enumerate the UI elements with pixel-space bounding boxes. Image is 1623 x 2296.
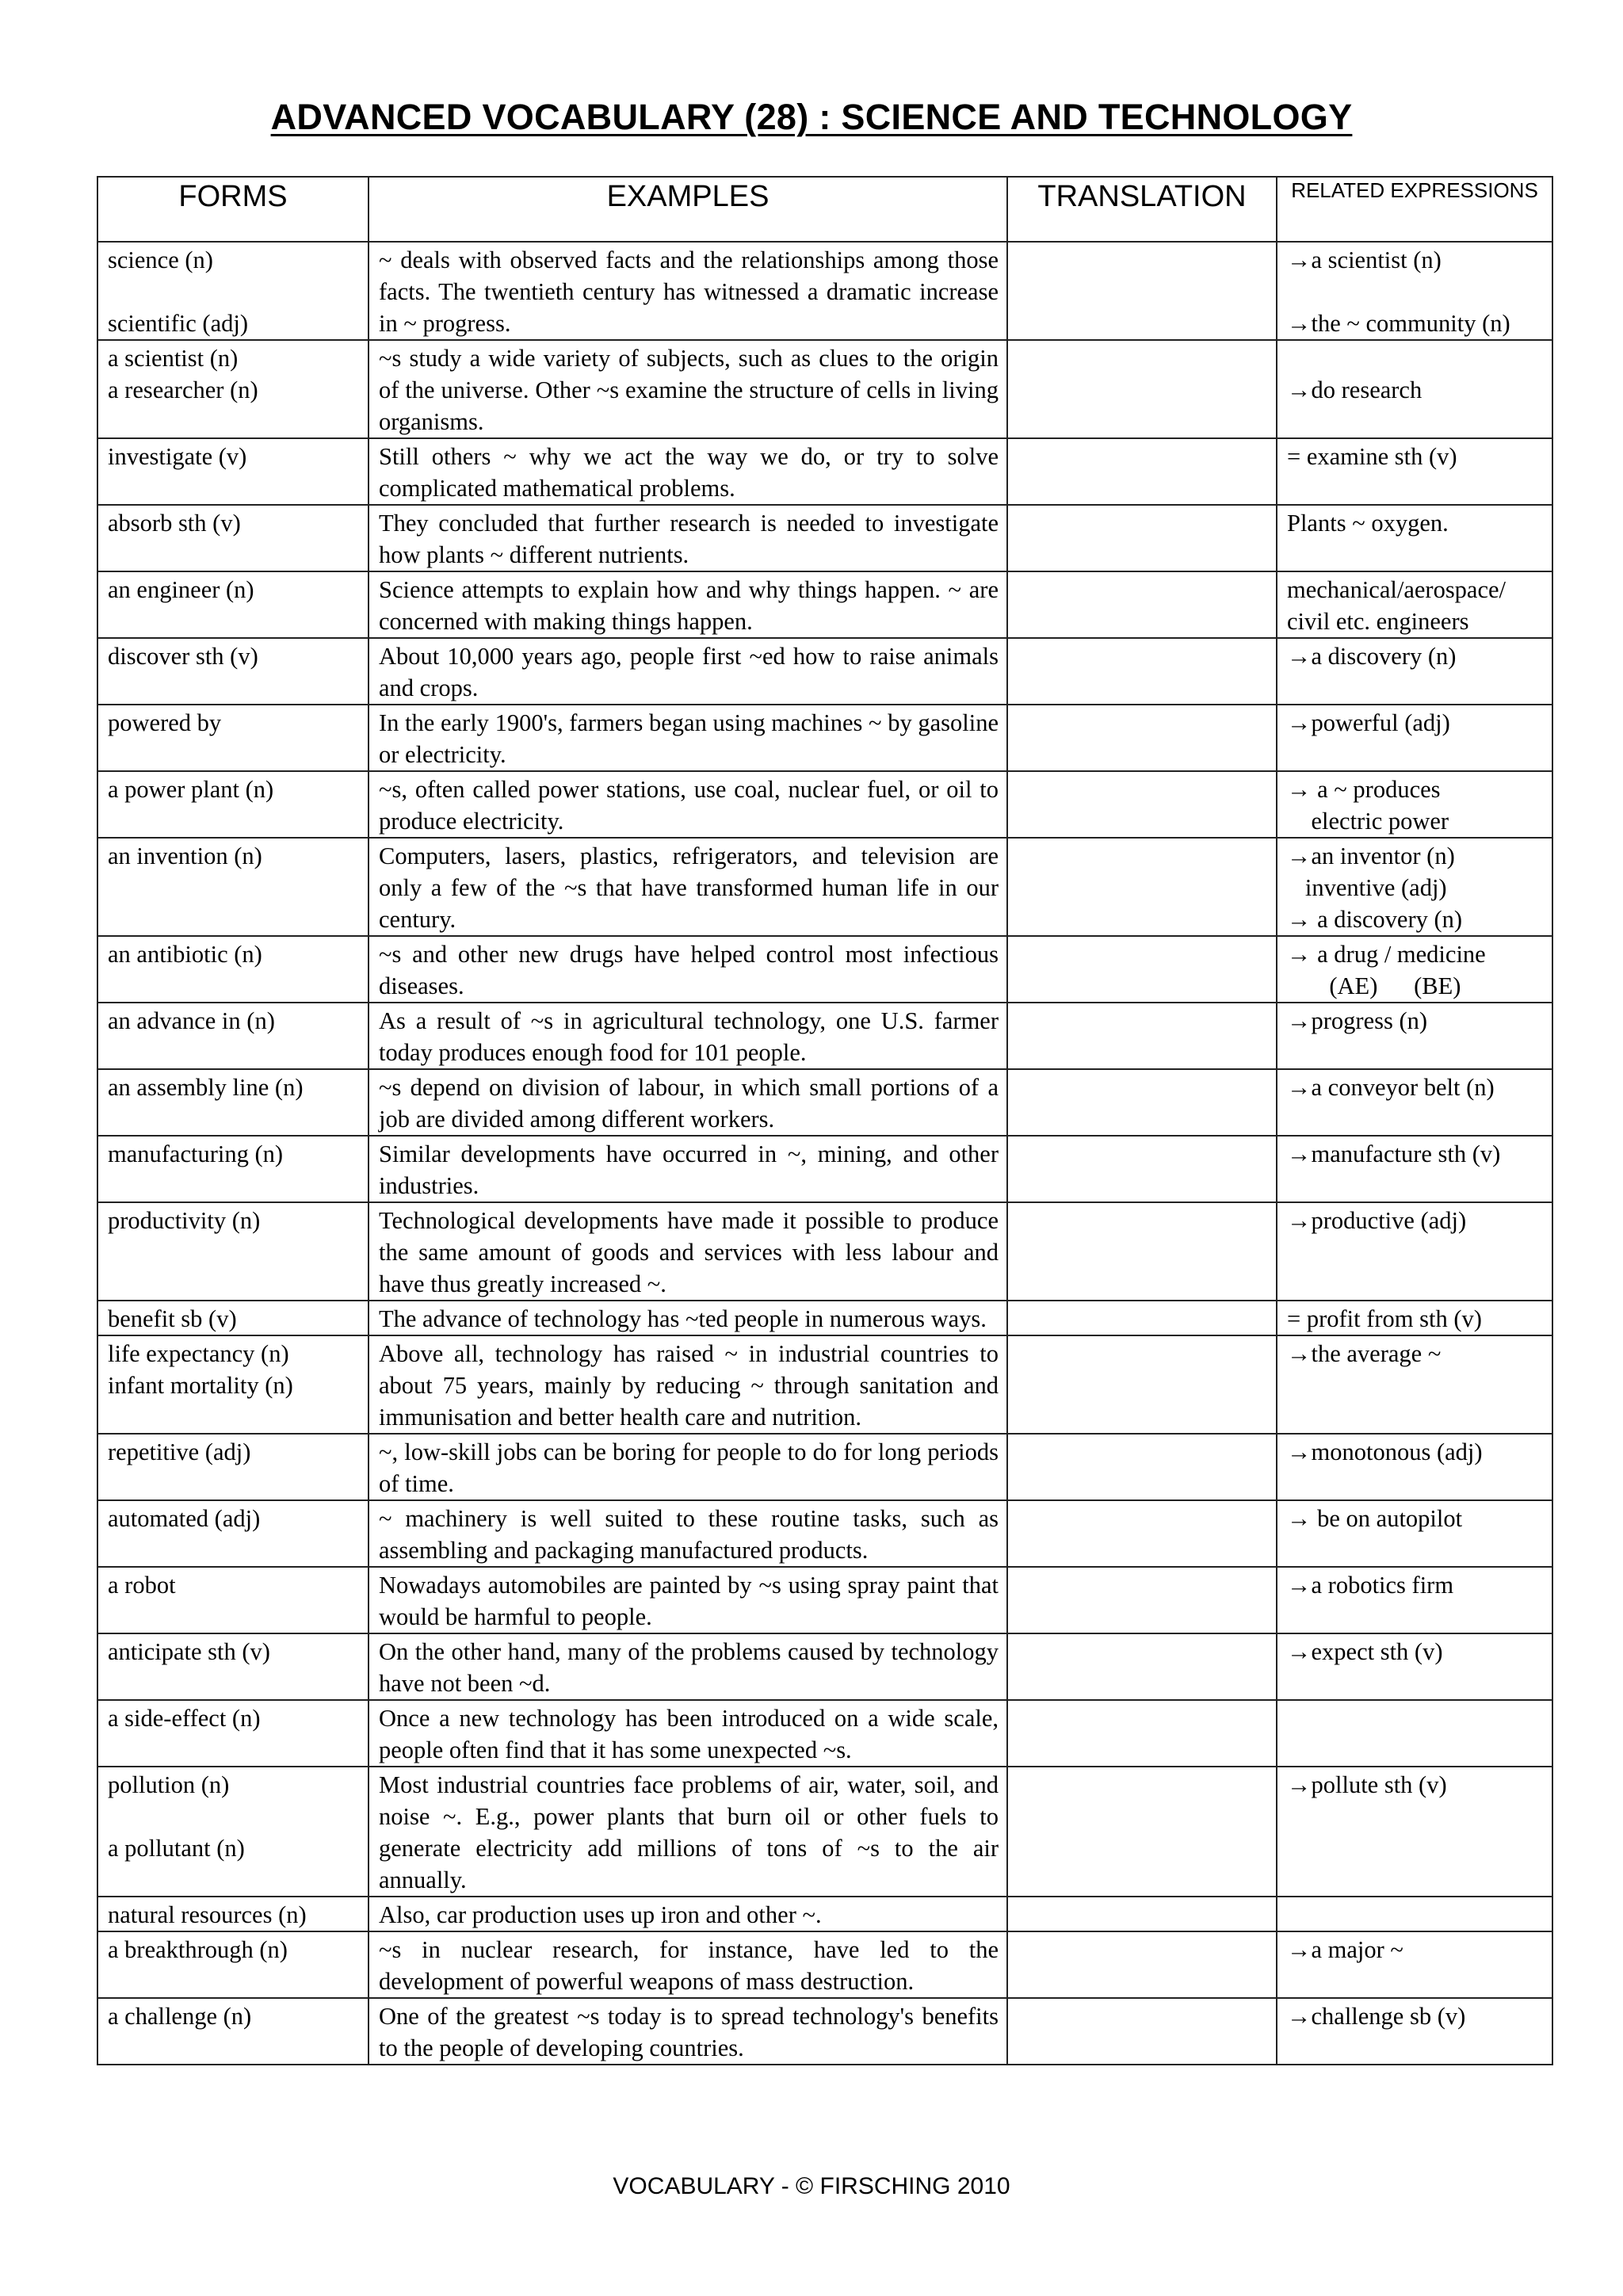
related-expression: mechanical/aerospace/ [1287,576,1507,603]
form-term: a challenge (n) [108,2003,252,2030]
table-row [97,1202,1552,1301]
related-cell [1277,936,1552,1003]
related-expression: →expect sth (v) [1287,1638,1443,1665]
header-related-expressions: RELATED EXPRESSIONS [1277,177,1552,242]
related-cell [1277,1633,1552,1700]
form-cell [97,1633,369,1700]
related-cell [1277,1202,1552,1301]
related-cell [1277,1998,1552,2065]
example-cell: Most industrial countries face problems of air, water, soil, and noise ~. E.g., power plants that burn oil or other fuels to generate electricity add millions of tons of ~s to the air annually. [369,1767,1007,1897]
example-cell: On the other hand, many of the problems caused by technology have not been ~d. [369,1633,1007,1700]
related-expression: (AE) (BE) [1287,972,1461,999]
related-expression: → a ~ produces [1287,776,1441,803]
form-cell [97,505,369,571]
related-expression: →a conveyor belt (n) [1287,1074,1495,1101]
related-cell [1277,771,1552,838]
related-cell [1277,242,1552,340]
example-cell: Also, car production uses up iron and other ~. [369,1897,1007,1931]
example-cell: As a result of ~s in agricultural technology, one U.S. farmer today produces enough food for 101 people. [369,1003,1007,1069]
form-cell [97,1931,369,1998]
translation-cell[interactable] [1007,771,1277,838]
form-cell [97,1136,369,1202]
related-expression: →the average ~ [1287,1340,1442,1367]
example-cell: Still others ~ why we act the way we do, or try to solve complicated mathematical problems. [369,438,1007,505]
translation-cell[interactable] [1007,242,1277,340]
form-term: an engineer (n) [108,576,254,603]
translation-cell[interactable] [1007,1633,1277,1700]
related-cell [1277,340,1552,438]
related-expression: electric power [1287,808,1449,835]
related-expression [1287,1702,1544,1734]
translation-cell[interactable] [1007,438,1277,505]
vocabulary-table [97,176,1553,2065]
translation-cell[interactable] [1007,505,1277,571]
table-row [97,1003,1552,1069]
form-term: absorb sth (v) [108,510,241,537]
related-expression: inventive (adj) [1287,874,1447,901]
table-header-row [97,177,1552,242]
related-expression: →an inventor (n) [1287,842,1455,869]
table-row [97,1931,1552,1998]
form-term [108,1801,360,1832]
translation-cell[interactable] [1007,1500,1277,1567]
example-cell: Similar developments have occurred in ~, mining, and other industries. [369,1136,1007,1202]
form-cell [97,438,369,505]
table-row [97,1069,1552,1136]
table-row [97,1434,1552,1500]
translation-cell[interactable] [1007,1767,1277,1897]
form-term: an assembly line (n) [108,1074,304,1101]
form-term: science (n) [108,246,213,273]
related-expression [1287,276,1544,308]
form-term: an invention (n) [108,842,262,869]
related-expression: = profit from sth (v) [1287,1305,1482,1332]
table-row [97,1998,1552,2065]
related-cell [1277,1136,1552,1202]
example-cell: The advance of technology has ~ted people in numerous ways. [369,1301,1007,1335]
page-title: ADVANCED VOCABULARY (28) : SCIENCE AND TECHNOLOGY [270,97,1353,137]
form-cell [97,1767,369,1897]
form-cell [97,936,369,1003]
related-expression [1287,1899,1544,1931]
form-term: an antibiotic (n) [108,941,262,968]
related-expression [1287,342,1544,374]
related-cell [1277,571,1552,638]
related-expression: → be on autopilot [1287,1505,1463,1532]
form-cell [97,638,369,705]
example-cell: ~s depend on division of labour, in which small portions of a job are divided among different workers. [369,1069,1007,1136]
form-term: anticipate sth (v) [108,1638,270,1665]
translation-cell[interactable] [1007,705,1277,771]
related-expression: →powerful (adj) [1287,709,1450,736]
form-cell [97,1335,369,1434]
form-term: investigate (v) [108,443,247,470]
example-cell: ~ deals with observed facts and the relationships among those facts. The twentieth century has witnessed a dramatic increase in ~ progress. [369,242,1007,340]
form-term: scientific (adj) [108,310,248,337]
table-row [97,571,1552,638]
form-cell [97,340,369,438]
translation-cell[interactable] [1007,838,1277,936]
translation-cell[interactable] [1007,571,1277,638]
header-examples: EXAMPLES [369,177,1007,242]
translation-cell[interactable] [1007,340,1277,438]
related-cell [1277,1767,1552,1897]
related-expression: → a drug / medicine [1287,941,1486,968]
related-cell [1277,1069,1552,1136]
example-cell: ~s in nuclear research, for instance, have led to the development of powerful weapons of mass destruction. [369,1931,1007,1998]
example-cell: About 10,000 years ago, people first ~ed how to raise animals and crops. [369,638,1007,705]
table-body [97,242,1552,2065]
table-row [97,340,1552,438]
table-row [97,1700,1552,1767]
related-expression: = examine sth (v) [1287,443,1457,470]
table-row [97,1301,1552,1335]
table-row [97,505,1552,571]
table-row [97,1767,1552,1897]
form-term: productivity (n) [108,1207,261,1234]
form-cell [97,1897,369,1931]
form-term: a power plant (n) [108,776,274,803]
related-expression: →a discovery (n) [1287,643,1457,670]
example-cell: ~s, often called power stations, use coal, nuclear fuel, or oil to produce electricity. [369,771,1007,838]
related-cell [1277,1897,1552,1931]
related-cell [1277,1500,1552,1567]
related-expression: →monotonous (adj) [1287,1438,1483,1465]
translation-cell[interactable] [1007,1998,1277,2065]
table-row [97,838,1552,936]
example-cell: Technological developments have made it possible to produce the same amount of goods and services with less labour and have thus greatly increased ~. [369,1202,1007,1301]
form-cell [97,1998,369,2065]
related-expression: →progress (n) [1287,1007,1428,1034]
related-expression: →productive (adj) [1287,1207,1467,1234]
form-term: a robot [108,1572,176,1599]
related-cell [1277,838,1552,936]
related-expression: →challenge sb (v) [1287,2003,1466,2030]
form-term: a breakthrough (n) [108,1936,288,1963]
translation-cell[interactable] [1007,1136,1277,1202]
translation-cell[interactable] [1007,1301,1277,1335]
form-term: powered by [108,709,222,736]
form-cell [97,1434,369,1500]
form-cell [97,1567,369,1633]
related-cell [1277,638,1552,705]
table-row [97,638,1552,705]
related-expression: →do research [1287,376,1423,403]
translation-cell[interactable] [1007,936,1277,1003]
form-term: life expectancy (n) [108,1340,289,1367]
form-cell [97,838,369,936]
related-expression: → a discovery (n) [1287,906,1463,933]
related-expression: civil etc. engineers [1287,608,1469,635]
related-expression: →a major ~ [1287,1936,1403,1963]
table-row [97,438,1552,505]
example-cell: ~s study a wide variety of subjects, such as clues to the origin of the universe. Other ~s examine the structure of cells in living organisms. [369,340,1007,438]
translation-cell[interactable] [1007,1434,1277,1500]
related-cell [1277,705,1552,771]
related-cell [1277,1335,1552,1434]
form-term: a side-effect (n) [108,1705,261,1732]
related-cell [1277,1700,1552,1767]
translation-cell[interactable] [1007,1931,1277,1998]
example-cell: ~, low-skill jobs can be boring for people to do for long periods of time. [369,1434,1007,1500]
form-cell [97,1500,369,1567]
form-cell [97,571,369,638]
translation-cell[interactable] [1007,1003,1277,1069]
form-term: repetitive (adj) [108,1438,251,1465]
translation-cell[interactable] [1007,1567,1277,1633]
form-cell [97,1069,369,1136]
form-term: natural resources (n) [108,1901,307,1928]
table-row [97,705,1552,771]
form-term: pollution (n) [108,1771,230,1798]
example-cell: ~s and other new drugs have helped control most infectious diseases. [369,936,1007,1003]
example-cell: ~ machinery is well suited to these routine tasks, such as assembling and packaging manufactured products. [369,1500,1007,1567]
translation-cell[interactable] [1007,1897,1277,1931]
related-cell [1277,1003,1552,1069]
footer-copyright: VOCABULARY - © FIRSCHING 2010 [613,2173,1010,2199]
related-cell [1277,505,1552,571]
translation-cell[interactable] [1007,1202,1277,1301]
translation-cell[interactable] [1007,1700,1277,1767]
translation-cell[interactable] [1007,1335,1277,1434]
header-translation: TRANSLATION [1007,177,1277,242]
form-cell [97,705,369,771]
form-cell [97,242,369,340]
translation-cell[interactable] [1007,638,1277,705]
example-cell: Science attempts to explain how and why things happen. ~ are concerned with making things happen. [369,571,1007,638]
related-expression: →the ~ community (n) [1287,310,1510,337]
table-row [97,1633,1552,1700]
translation-cell[interactable] [1007,1069,1277,1136]
related-expression: →a robotics firm [1287,1572,1454,1599]
table-row [97,936,1552,1003]
form-term: manufacturing (n) [108,1140,284,1167]
form-term: discover sth (v) [108,643,258,670]
table-row [97,1500,1552,1567]
related-cell [1277,1567,1552,1633]
form-term: a pollutant (n) [108,1835,245,1862]
example-cell: Computers, lasers, plastics, refrigerators, and television are only a few of the ~s that have transformed human life in our century. [369,838,1007,936]
table-row [97,1897,1552,1931]
form-cell [97,1301,369,1335]
related-cell [1277,438,1552,505]
form-cell [97,1202,369,1301]
example-cell: Once a new technology has been introduced on a wide scale, people often find that it has some unexpected ~s. [369,1700,1007,1767]
table-row [97,771,1552,838]
related-cell [1277,1434,1552,1500]
table-row [97,1335,1552,1434]
related-cell [1277,1301,1552,1335]
form-term: an advance in (n) [108,1007,275,1034]
form-term: benefit sb (v) [108,1305,237,1332]
table-row [97,1567,1552,1633]
form-term: automated (adj) [108,1505,261,1532]
example-cell: They concluded that further research is needed to investigate how plants ~ different nutrients. [369,505,1007,571]
related-expression: →pollute sth (v) [1287,1771,1447,1798]
form-cell [97,1003,369,1069]
related-expression: →manufacture sth (v) [1287,1140,1501,1167]
example-cell: Above all, technology has raised ~ in industrial countries to about 75 years, mainly by reducing ~ through sanitation and immunisation and better health care and nutrition. [369,1335,1007,1434]
form-term [108,276,360,308]
example-cell: One of the greatest ~s today is to spread technology's benefits to the people of developing countries. [369,1998,1007,2065]
example-cell: Nowadays automobiles are painted by ~s using spray paint that would be harmful to people. [369,1567,1007,1633]
form-term: a scientist (n) [108,345,239,372]
related-expression: →a scientist (n) [1287,246,1442,273]
table-row [97,1136,1552,1202]
header-forms: FORMS [97,177,369,242]
form-cell [97,1700,369,1767]
related-expression: Plants ~ oxygen. [1287,510,1449,537]
table-row [97,242,1552,340]
related-cell [1277,1931,1552,1998]
example-cell: In the early 1900's, farmers began using machines ~ by gasoline or electricity. [369,705,1007,771]
form-term: infant mortality (n) [108,1372,293,1399]
form-term: a researcher (n) [108,376,258,403]
form-cell [97,771,369,838]
